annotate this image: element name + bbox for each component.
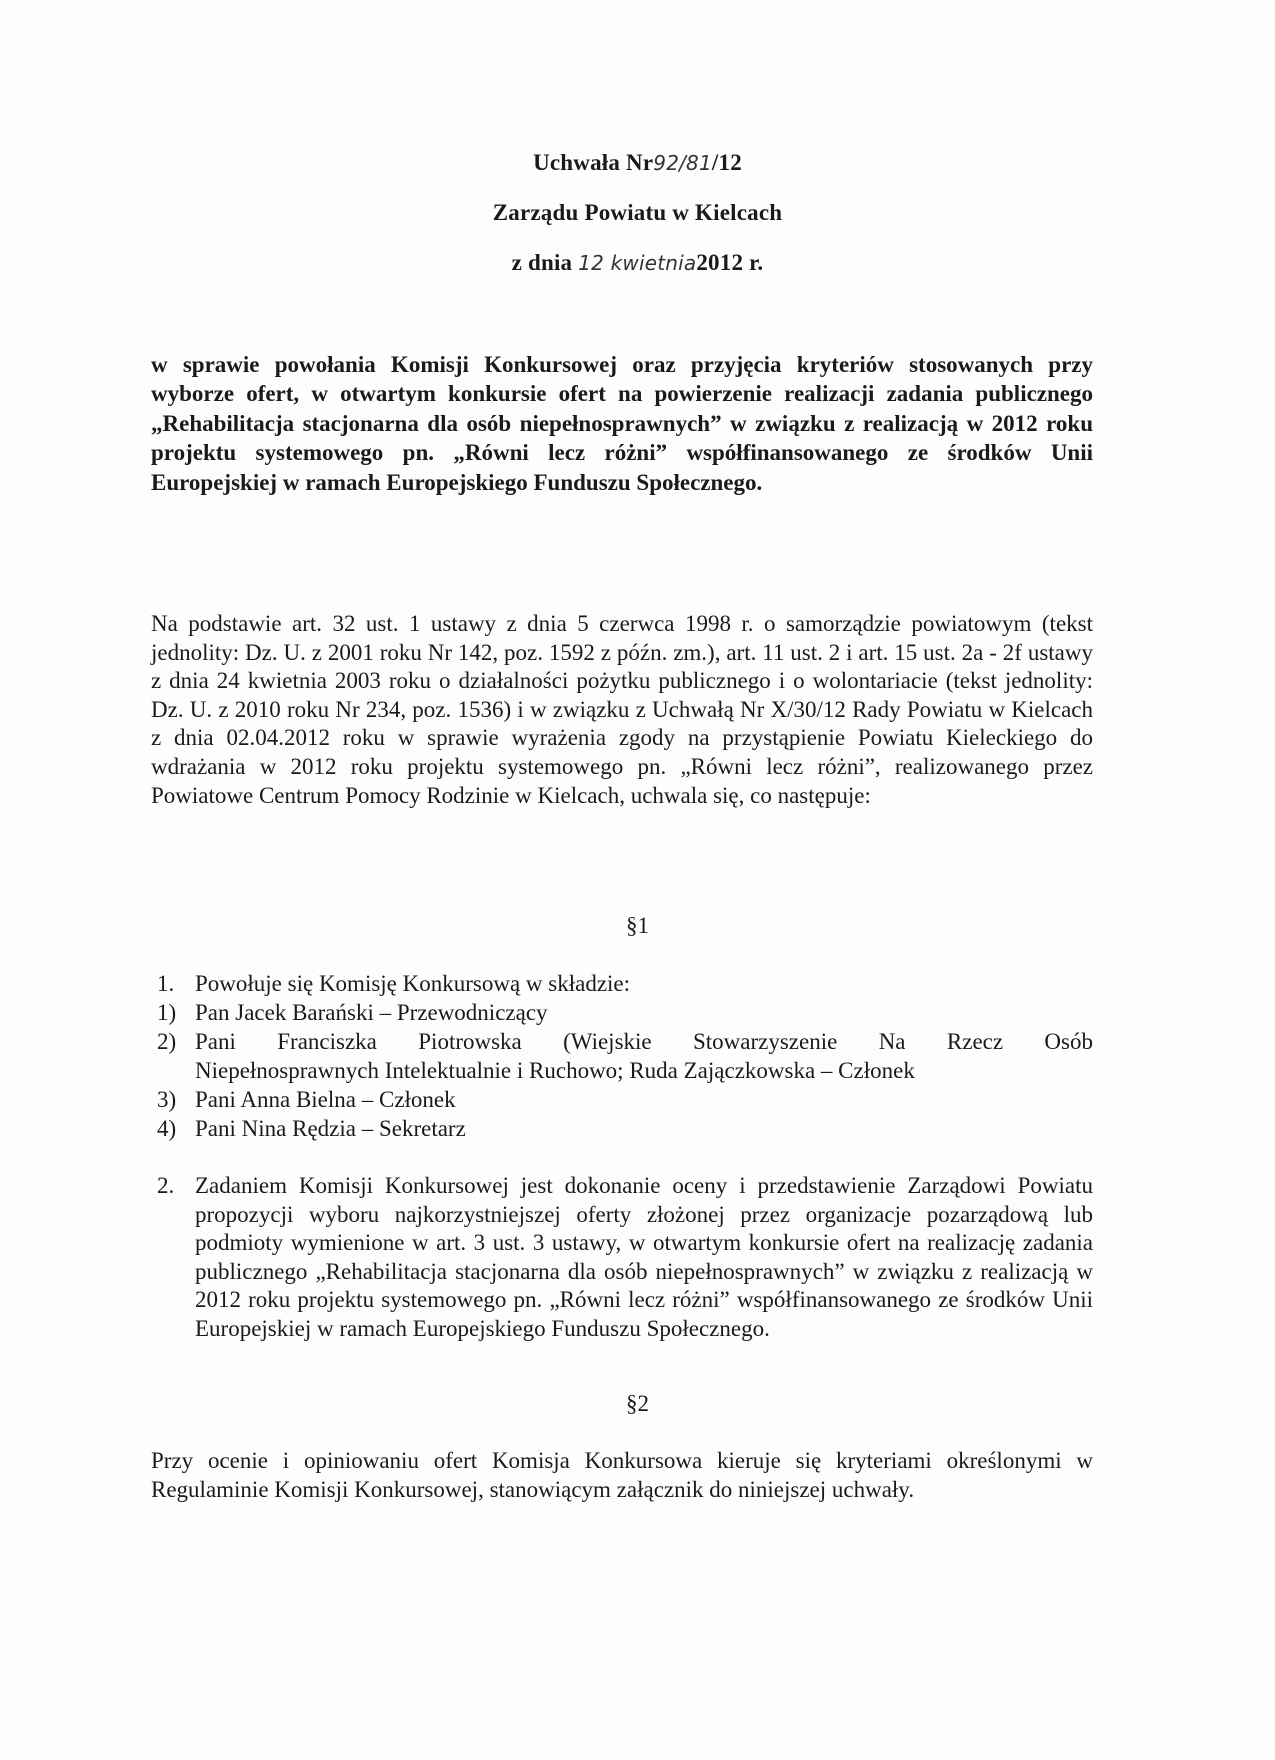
- date-prefix: z dnia: [511, 250, 573, 275]
- resolution-number-handwritten: 92/81: [653, 151, 712, 175]
- member-text-line-1: Pani Franciszka Piotrowska (Wiejskie Stowarzyszenie Na Rzecz Osób: [195, 1029, 1093, 1054]
- section-2-paragraph: Przy ocenie i opiniowaniu ofert Komisja Konkursowa kieruje się kryteriami określonymi w Regulaminie Komisji Konkursowej, stanowiącym załącznik do niniejszej uchwały.: [151, 1448, 1093, 1502]
- resolution-suffix: /12: [711, 150, 742, 175]
- member-number: 2): [157, 1029, 177, 1054]
- section-2-title: §2: [626, 1391, 649, 1416]
- item-text: Powołuje się Komisję Konkursową w składzie:: [195, 971, 631, 996]
- member-text: Pani Anna Bielna – Członek: [195, 1087, 456, 1112]
- board-name: Zarządu Powiatu w Kielcach: [492, 200, 783, 225]
- member-number: 3): [157, 1087, 177, 1112]
- member-text: Pani Nina Rędzia – Sekretarz: [195, 1116, 466, 1141]
- member-text: Pan Jacek Barański – Przewodniczący: [195, 1000, 548, 1025]
- section-1-title: §1: [626, 913, 649, 938]
- member-number: 1): [157, 1000, 177, 1025]
- date-suffix: 2012 r.: [696, 250, 764, 275]
- legal-basis-paragraph: Na podstawie art. 32 ust. 1 ustawy z dnia 5 czerwca 1998 r. o samorządzie powiatowym (tekst jednolity: Dz. U. z 2001 roku Nr 142, poz. 1592 z późn. zm.), art. 11 ust. 2 i art. 15 ust. 2a - 2f ustawy z dnia 24 kwietnia 2003 roku o działalności pożytku publicznego i o wolontariacie (tekst jednolity: Dz. U. z 2010 roku Nr 234, poz. 1536) i w związku z Uchwałą Nr X/30/12 Rady Powiatu w Kielcach z dnia 02.04.2012 roku w sprawie wyrażenia zgody na przystąpienie Powiatu Kieleckiego do wdrażania w 2012 roku projektu systemowego pn. „Równi lecz różni”, realizowanego przez Powiatowe Centrum Pomocy Rodzinie w Kielcach, uchwala się, co następuje:: [151, 611, 1093, 808]
- item-number: 2.: [157, 1173, 175, 1198]
- item-text: Zadaniem Komisji Konkursowej jest dokonanie oceny i przedstawienie Zarządowi Powiatu propozycji wyboru najkorzystniejszej oferty złożonej przez organizacje pozarządową lub podmioty wymienione w art. 3 ust. 3 ustawy, w otwartym konkursie ofert na realizację zadania publicznego „Rehabilitacja stacjonarna dla osób niepełnosprawnych” w związku z realizacją w 2012 roku projektu systemowego pn. „Równi lecz różni” współfinansowanego ze środków Unii Europejskiej w ramach Europejskiego Funduszu Społecznego.: [195, 1173, 1093, 1341]
- resolution-number-line: [0, 150, 1275, 176]
- member-number: 4): [157, 1116, 177, 1141]
- date-handwritten: 12 kwietnia: [578, 251, 697, 275]
- resolution-prefix: Uchwała Nr: [533, 150, 654, 175]
- member-text-line-2: Niepełnosprawnych Intelektualnie i Ruchowo; Ruda Zajączkowska – Członek: [195, 1058, 915, 1083]
- item-number: 1.: [157, 971, 175, 996]
- resolution-subject: w sprawie powołania Komisji Konkursowej oraz przyjęcia kryteriów stosowanych przy wyborze ofert, w otwartym konkursie ofert na powierzenie realizacji zadania publicznego „Rehabilitacja stacjonarna dla osób niepełnosprawnych” w związku z realizacją w 2012 roku projektu systemowego pn. „Równi lecz różni” współfinansowanego ze środków Unii Europejskiej w ramach Europejskiego Funduszu Społecznego.: [151, 352, 1093, 495]
- date-line: [0, 250, 1275, 276]
